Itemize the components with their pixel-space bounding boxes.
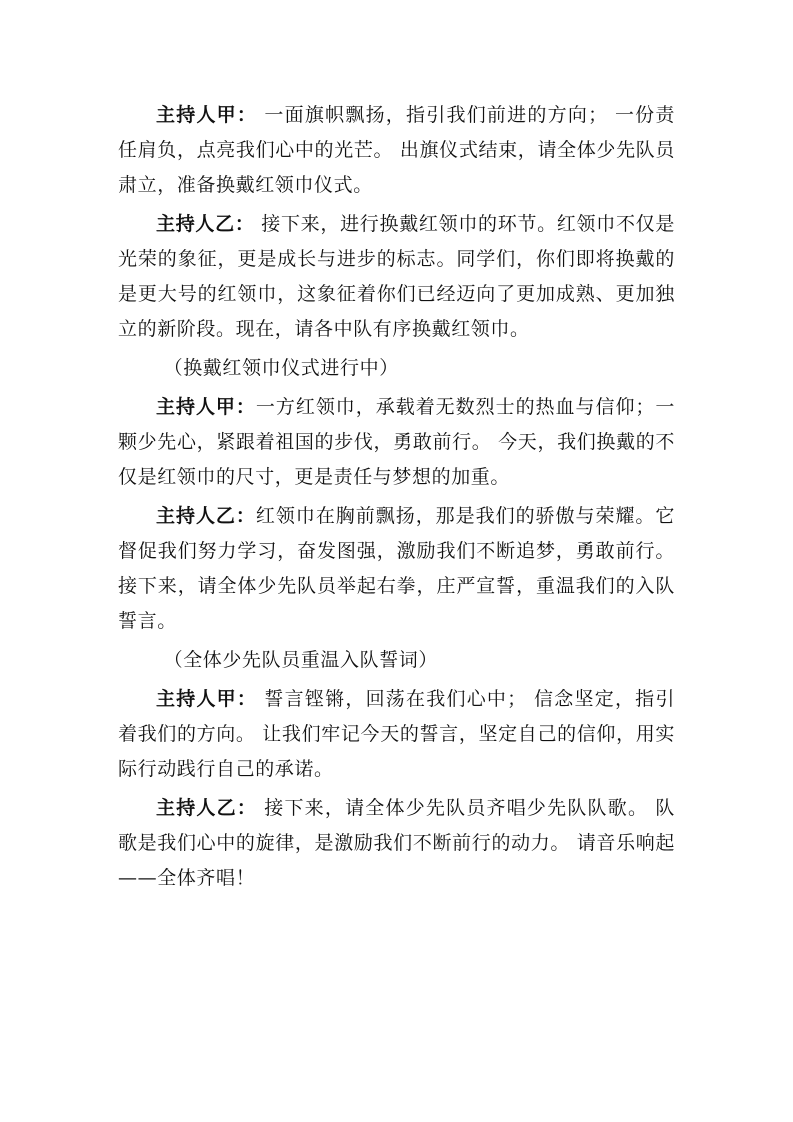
- stage-direction: [118, 643, 675, 678]
- paragraph-text: 一方红领巾，承载着无数烈士的热血与信仰；一颗少先心，紧跟着祖国的步伐，勇敢前行。 今天，我们换戴的不仅是红领巾的尺寸，更是责任与梦想的加重。: [118, 396, 675, 488]
- stage-direction: [118, 351, 675, 386]
- host-b-paragraph: [118, 207, 675, 347]
- paragraph-text: 接下来，进行换戴红领巾的环节。红领巾不仅是光荣的象征，更是成长与进步的标志。同学们，你们即将换戴的是更大号的红领巾，这象征着你们已经迈向了更加成熟、更加独立的新阶段。现在，请各中队有序换戴红领巾。: [118, 213, 675, 340]
- speaker-label: 主持人甲：: [156, 688, 258, 710]
- host-a-paragraph: [118, 98, 675, 203]
- host-b-paragraph: [118, 791, 675, 896]
- host-a-paragraph: [118, 682, 675, 787]
- speaker-label: 主持人乙：: [156, 797, 258, 819]
- host-b-paragraph: [118, 499, 675, 639]
- paragraph-text: 红领巾在胸前飘扬，那是我们的骄傲与荣耀。它督促我们努力学习，奋发图强，激励我们不断追梦，勇敢前行。接下来，请全体少先队员举起右拳，庄严宣誓，重温我们的入队誓言。: [118, 505, 675, 632]
- speaker-label: 主持人甲：: [156, 396, 256, 418]
- speaker-label: 主持人乙：: [156, 505, 256, 527]
- paragraph-text: 接下来，请全体少先队员齐唱少先队队歌。 队歌是我们心中的旋律，是激励我们不断前行的动力。 请音乐响起——全体齐唱！: [118, 797, 675, 889]
- host-a-paragraph: [118, 390, 675, 495]
- speaker-label: 主持人乙：: [156, 213, 255, 235]
- paragraph-text: 一面旗帜飘扬，指引我们前进的方向； 一份责任肩负，点亮我们心中的光芒。 出旗仪式结束，请全体少先队员肃立，准备换戴红领巾仪式。: [118, 104, 675, 196]
- speaker-label: 主持人甲：: [156, 104, 258, 126]
- paragraph-text: 誓言铿锵，回荡在我们心中； 信念坚定，指引着我们的方向。 让我们牢记今天的誓言，坚定自己的信仰，用实际行动践行自己的承诺。: [118, 688, 675, 780]
- stage-direction-text: （全体少先队员重温入队誓词）: [163, 649, 438, 671]
- stage-direction-text: （换戴红领巾仪式进行中）: [163, 357, 399, 379]
